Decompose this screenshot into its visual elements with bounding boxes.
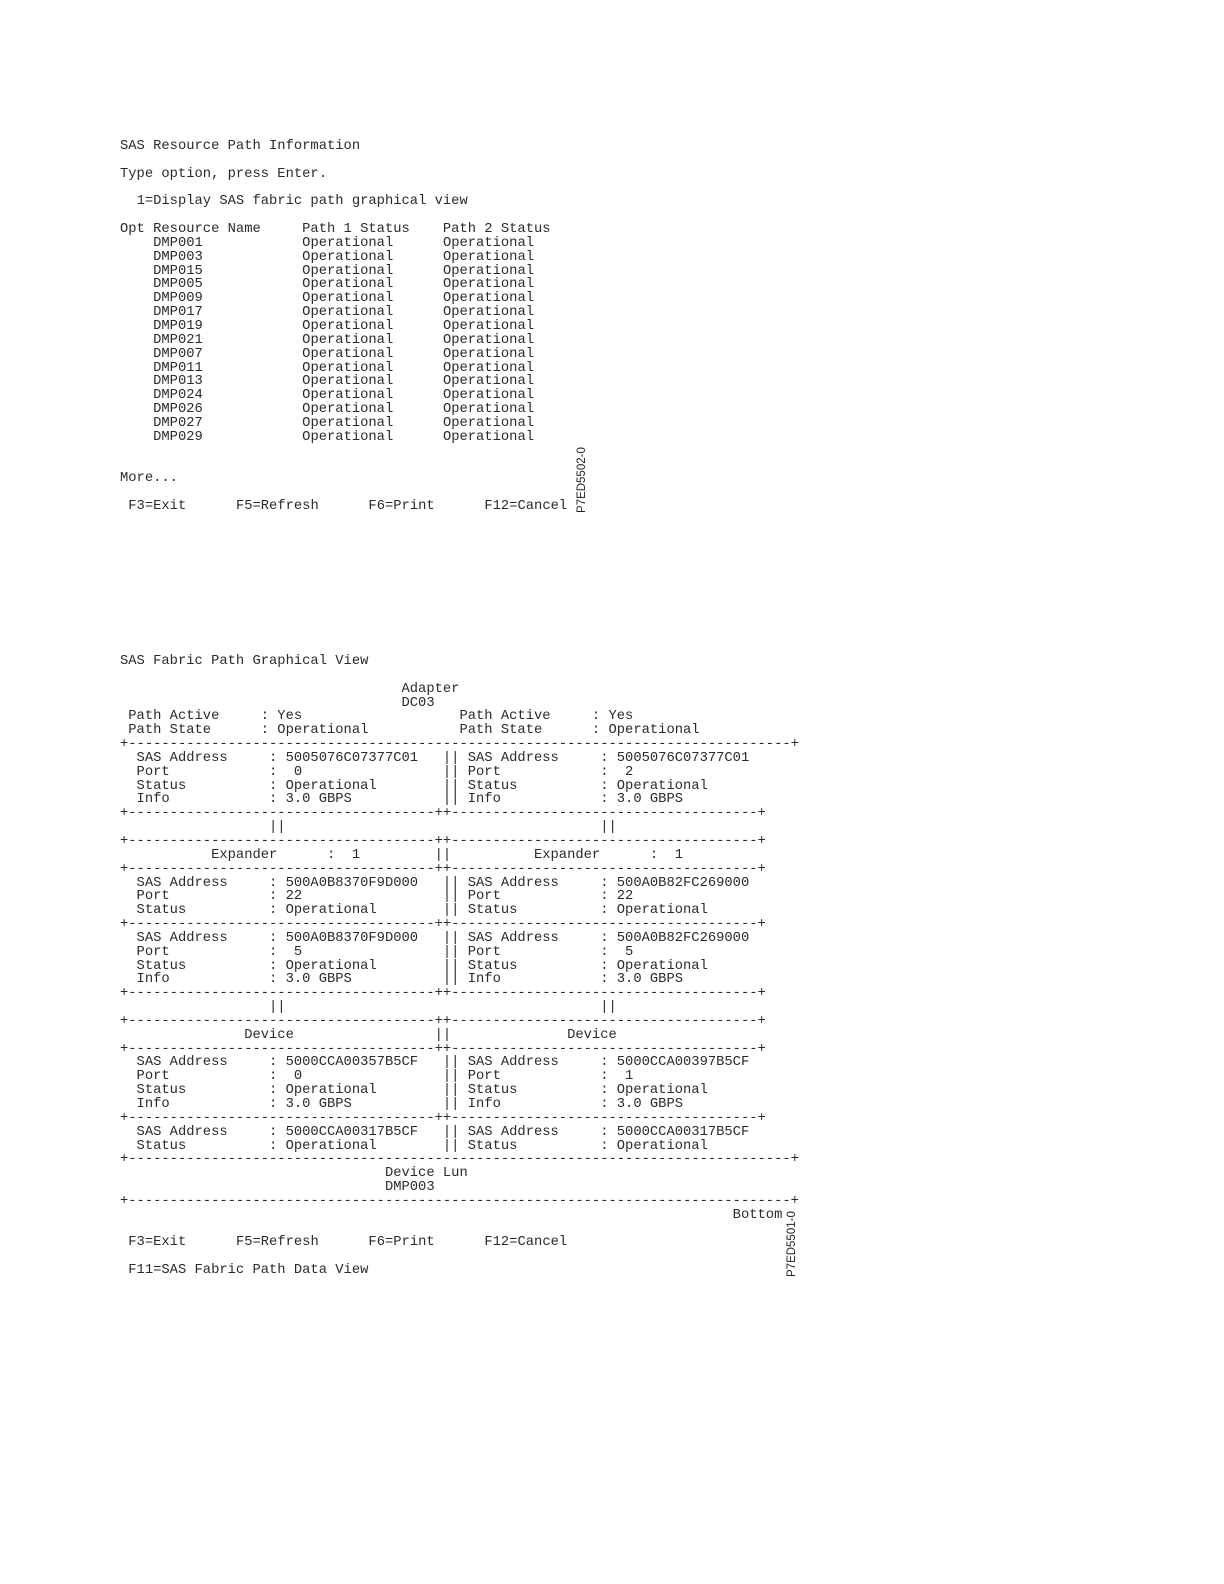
f3-exit-key[interactable]: F3=Exit	[128, 1235, 187, 1251]
path1-status: Operational	[302, 402, 394, 418]
path2-status: Operational	[442, 305, 535, 321]
screen-title: SAS Resource Path Information	[120, 139, 361, 154]
path2-status: Operational	[442, 402, 535, 418]
f11-data-view-key[interactable]: F11=SAS Fabric Path Data View	[128, 1263, 369, 1279]
resource-name: DMP027	[153, 415, 203, 431]
diagram-line: Port : 0 || Port : 2	[120, 764, 634, 780]
table-row[interactable]	[120, 417, 567, 431]
path2-status: Operational	[442, 388, 535, 404]
function-keys	[120, 500, 567, 514]
resource-name: DMP011	[153, 360, 203, 376]
diagram-line: +-------------------------------------++-------------------------------------+	[120, 861, 766, 877]
path2-status: Operational	[442, 291, 535, 307]
diagram-line: || ||	[120, 1000, 617, 1016]
path1-status: Operational	[302, 235, 394, 251]
diagram-line: DMP003	[120, 1180, 435, 1196]
diagram-line: +-------------------------------------++-------------------------------------+	[120, 1013, 766, 1029]
path1-status: Operational	[302, 360, 394, 376]
diagram-line: Status : Operational || Status : Operational	[120, 1083, 708, 1099]
option-text: 1=Display SAS fabric path graphical view	[136, 194, 468, 210]
screen-sas-resource-path-information	[120, 140, 567, 514]
diagram-line: SAS Address : 5000CCA00357B5CF || SAS Address : 5000CCA00397B5CF	[120, 1055, 750, 1071]
resource-name: DMP003	[153, 249, 203, 265]
diagram-line: Port : 22 || Port : 22	[120, 889, 634, 905]
path2-status: Operational	[442, 415, 535, 431]
resource-name: DMP021	[153, 332, 203, 348]
function-keys	[120, 1236, 799, 1250]
resource-name: DMP013	[153, 374, 203, 390]
path2-status: Operational	[442, 360, 535, 376]
diagram-line: SAS Address : 5000CCA00317B5CF || SAS Address : 5000CCA00317B5CF	[120, 1124, 750, 1140]
function-keys-extra	[120, 1264, 799, 1278]
resource-name: DMP007	[153, 346, 203, 362]
path1-status: Operational	[302, 388, 394, 404]
path2-status: Operational	[442, 332, 535, 348]
path1-status: Operational	[302, 415, 394, 431]
f5-refresh-key[interactable]: F5=Refresh	[235, 498, 319, 514]
table-row[interactable]	[120, 334, 567, 348]
path1-status: Operational	[302, 332, 394, 348]
path1-status: Operational	[302, 249, 394, 265]
instruction-text: Type option, press Enter.	[120, 166, 327, 182]
diagram-line: +-------------------------------------++-------------------------------------+	[120, 917, 766, 933]
path2-status: Operational	[442, 235, 535, 251]
diagram-line: +-------------------------------------++-------------------------------------+	[120, 806, 766, 822]
path2-status: Operational	[442, 249, 535, 265]
diagram-line: +-------------------------------------++-------------------------------------+	[120, 1110, 766, 1126]
figure-id-label: P7ED5501-0	[786, 1211, 798, 1277]
figure-id-label: P7ED5502-0	[576, 447, 588, 513]
diagram-line: +--------------------------------------------------------------------------------+	[120, 737, 799, 753]
path2-status: Operational	[442, 374, 535, 390]
resource-name: DMP017	[153, 305, 203, 321]
diagram-line: Status : Operational || Status : Operational	[120, 903, 708, 919]
resource-name: DMP005	[153, 277, 203, 293]
path1-status: Operational	[302, 346, 394, 362]
table-row[interactable]	[120, 348, 567, 362]
table-row[interactable]	[120, 306, 567, 320]
path1-status: Operational	[302, 291, 394, 307]
diagram-line: Device Lun	[120, 1166, 468, 1182]
path2-status: Operational	[442, 277, 535, 293]
resource-name: DMP015	[153, 263, 203, 279]
path1-status: Operational	[302, 277, 394, 293]
diagram-line: Device || Device	[120, 1027, 617, 1043]
path2-status: Operational	[442, 263, 535, 279]
f6-print-key[interactable]: F6=Print	[368, 1235, 435, 1251]
diagram-line: Port : 0 || Port : 1	[120, 1069, 634, 1085]
diagram-line: Status : Operational || Status : Operational	[120, 1138, 708, 1154]
diagram-line: SAS Address : 500A0B8370F9D000 || SAS Address : 500A0B82FC269000	[120, 875, 750, 891]
path2-status: Operational	[442, 429, 535, 445]
diagram-line: Status : Operational || Status : Operational	[120, 778, 708, 794]
column-header: Opt Resource Name Path 1 Status Path 2 Status	[120, 222, 551, 238]
diagram-line: +-------------------------------------++-------------------------------------+	[120, 833, 766, 849]
resource-name: DMP029	[153, 429, 203, 445]
path2-status: Operational	[442, 318, 535, 334]
path1-status: Operational	[302, 429, 394, 445]
diagram-line: +-------------------------------------++-------------------------------------+	[120, 986, 766, 1002]
diagram-line: Path State : Operational Path State : Operational	[120, 723, 700, 739]
diagram-line: Info : 3.0 GBPS || Info : 3.0 GBPS	[120, 792, 684, 808]
more-indicator: More...	[120, 471, 178, 487]
diagram-line: +--------------------------------------------------------------------------------+	[120, 1193, 799, 1209]
diagram-line: Bottom	[120, 1207, 783, 1223]
table-row[interactable]	[120, 251, 567, 265]
diagram-line: SAS Address : 500A0B8370F9D000 || SAS Address : 500A0B82FC269000	[120, 930, 750, 946]
diagram-line: || ||	[120, 820, 617, 836]
screen-sas-fabric-path-graphical-view	[120, 655, 799, 1278]
diagram-line: Port : 5 || Port : 5	[120, 944, 634, 960]
f3-exit-key[interactable]: F3=Exit	[128, 498, 187, 514]
path1-status: Operational	[302, 305, 394, 321]
path1-status: Operational	[302, 263, 394, 279]
resource-name: DMP026	[153, 402, 203, 418]
table-row[interactable]	[120, 237, 567, 251]
diagram-line: DC03	[120, 695, 435, 711]
diagram-line: Status : Operational || Status : Operational	[120, 958, 708, 974]
screen-title: SAS Fabric Path Graphical View	[120, 654, 369, 669]
resource-name: DMP009	[153, 291, 203, 307]
table-row[interactable]	[120, 320, 567, 334]
diagram-line: Expander : 1 || Expander : 1	[120, 847, 684, 863]
f5-refresh-key[interactable]: F5=Refresh	[235, 1235, 319, 1251]
resource-name: DMP001	[153, 235, 203, 251]
diagram-line: Info : 3.0 GBPS || Info : 3.0 GBPS	[120, 972, 684, 988]
diagram-line: SAS Address : 5005076C07377C01 || SAS Address : 5005076C07377C01	[120, 750, 750, 766]
diagram-line: Info : 3.0 GBPS || Info : 3.0 GBPS	[120, 1097, 684, 1112]
fabric-path-diagram	[120, 683, 799, 1223]
resource-table-body	[120, 237, 567, 445]
f6-print-key[interactable]: F6=Print	[368, 498, 435, 514]
diagram-line: Adapter	[120, 681, 460, 697]
diagram-line: Path Active : Yes Path Active : Yes	[120, 709, 634, 725]
path1-status: Operational	[302, 374, 394, 390]
f12-cancel-key[interactable]: F12=Cancel	[484, 1235, 568, 1251]
resource-name: DMP024	[153, 388, 203, 404]
diagram-line: +--------------------------------------------------------------------------------+	[120, 1152, 799, 1168]
path2-status: Operational	[442, 346, 535, 362]
diagram-line: +-------------------------------------++-------------------------------------+	[120, 1041, 766, 1057]
table-row[interactable]	[120, 403, 567, 417]
table-row[interactable]	[120, 431, 567, 445]
f12-cancel-key[interactable]: F12=Cancel	[484, 498, 568, 514]
path1-status: Operational	[302, 318, 394, 334]
table-row[interactable]	[120, 389, 567, 403]
resource-name: DMP019	[153, 318, 203, 334]
